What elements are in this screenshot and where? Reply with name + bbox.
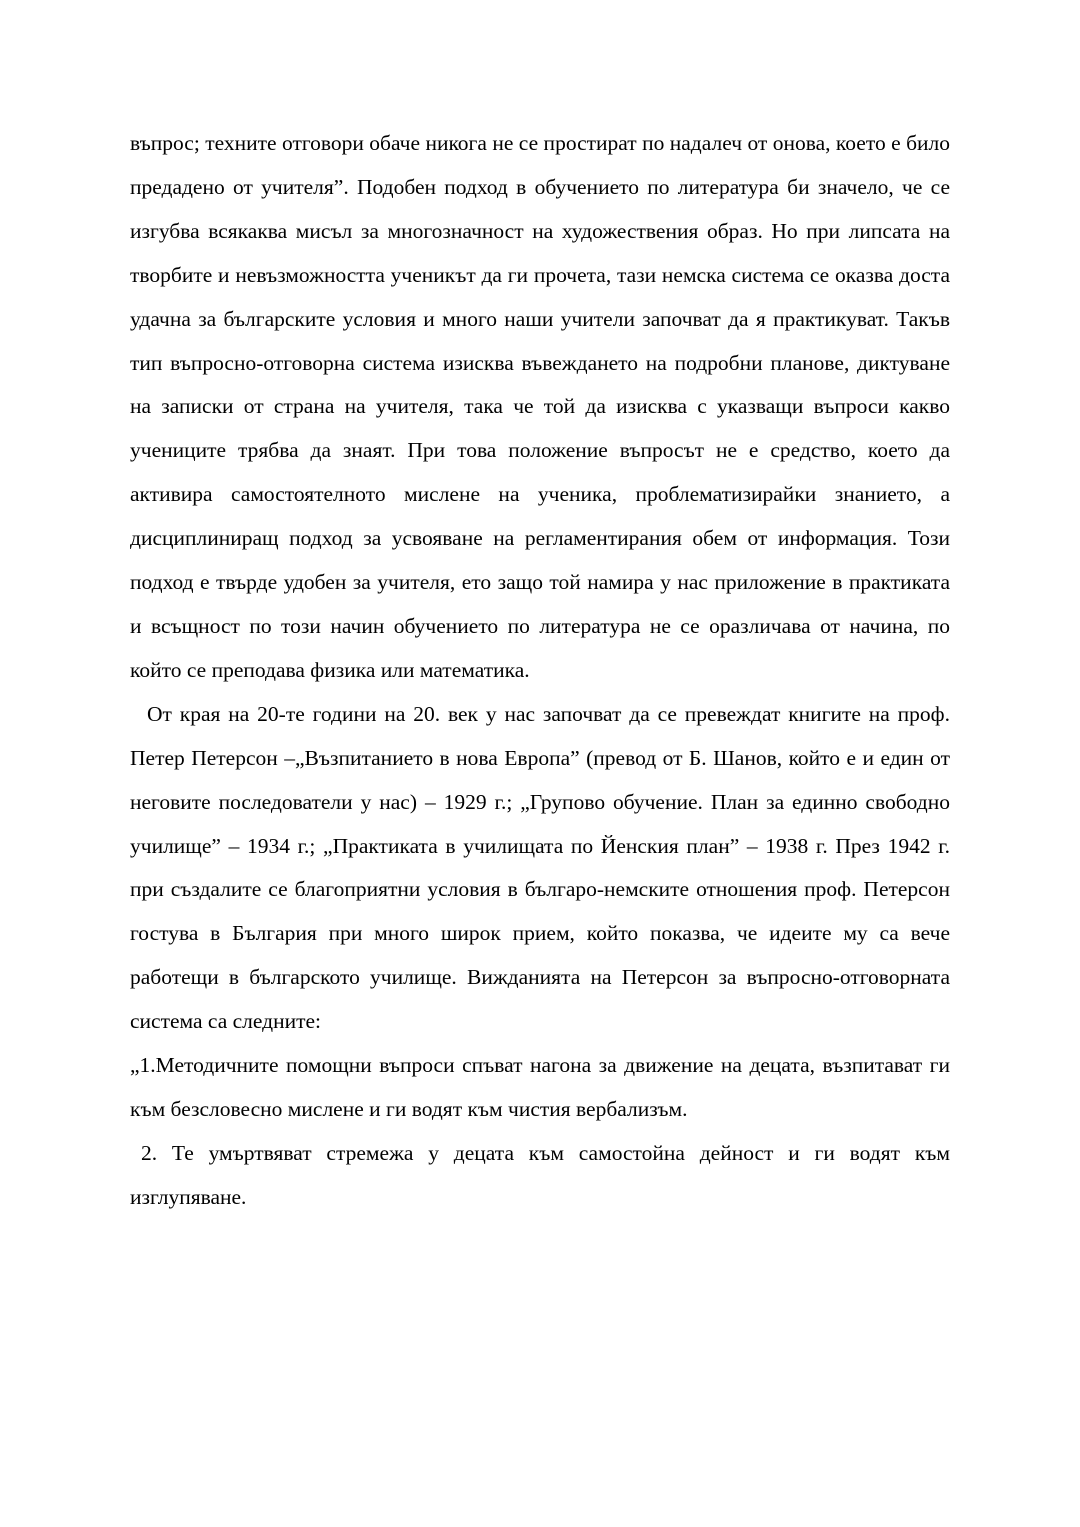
paragraph-continuation: въпрос; техните отговори обаче никога не се простират по надалеч от онова, което е било предадено от учителя”. Подобен подход в обучението по литература би значело, че се изгубва всякаква мисъл за многозначност на художествения образ. Но при липсата на творбите и невъзможността ученикът да ги прочета, тази немска система се оказва доста удачна за българските условия и много наши учители започват да я практикуват. Такъв тип въпросно-отговорна система изисква въвеждането на подробни планове, диктуване на записки от страна на учителя, така че той да изисква с указващи въпроси какво учениците трябва да знаят. При това положение въпросът не е средство, което да активира самостоятелното мислене на ученика, проблематизирайки знанието, а дисциплиниращ подход за усвояване на регламентирания обем от информация. Този подход е твърде удобен за учителя, ето защо той намира у нас приложение в практиката и всъщност по този начин обучението по литература не се оразличава от начина, по който се преподава физика или математика. — [130, 131, 950, 682]
quote-point-2: 2. Те умъртвяват стремежа у децата към самостойна дейност и ги водят към изглупяване. — [130, 1140, 950, 1209]
paragraph-petersen-books: От края на 20-те години на 20. век у нас започват да се превеждат книгите на проф. Петер Петерсон –„Възпитанието в нова Европа” (превод от Б. Шанов, който е и един от неговите последователи у нас) – 1929 г.; „Групово обучение. План за единно свободно училище” – 1934 г.; „Практиката в училищата по Йенския план” – 1938 г. През 1942 г. при създалите се благоприятни условия в българо-немските отношения проф. Петерсон гостува в България при много широк прием, който показва, че идеите му са вече работещи в българското училище. Вижданията на Петерсон за въпросно-отговорната система са следните: — [130, 701, 950, 1034]
quote-point-1: „1.Методичните помощни въпроси спъват нагона за движение на децата, възпитават ги към безсловесно мислене и ги водят към чистия вербализъм. — [130, 1053, 950, 1121]
document-page — [130, 122, 950, 1220]
